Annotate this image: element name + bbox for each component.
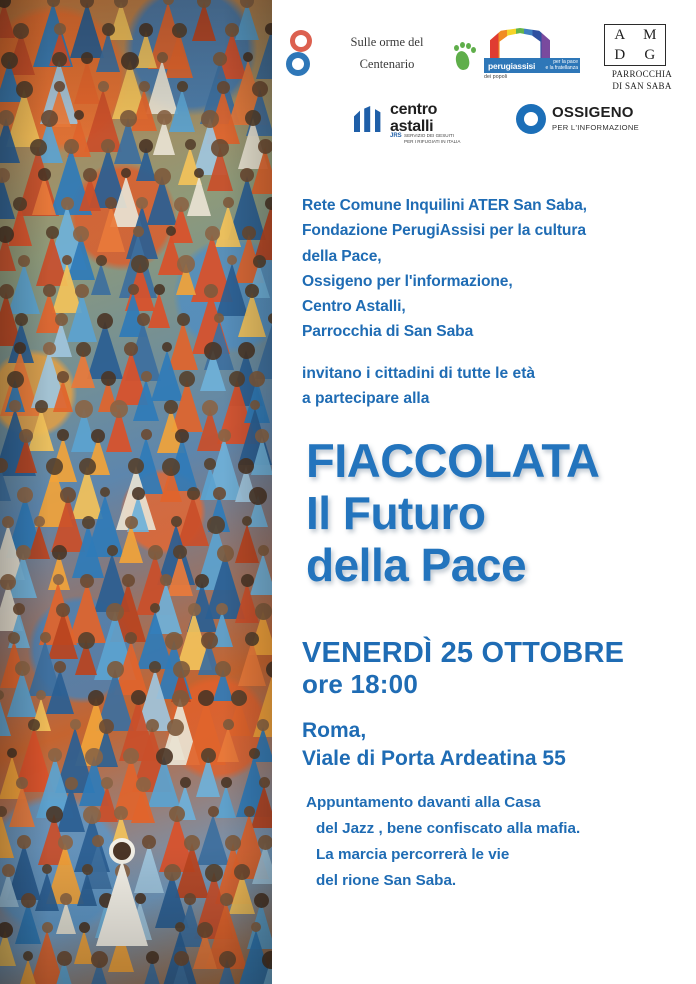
centro-astalli-mark-icon [354,106,384,132]
orme-mark-icon [286,30,320,82]
amdg-letter-m: M [643,26,657,43]
perugiassisi-tagline-line-1: per la pace [553,59,578,65]
invitation-line-1: invitano i cittadini di tutte le età [302,365,536,382]
invitation-text [302,361,686,412]
event-location-city: Roma, [302,719,367,742]
orme-circle-blue-icon [286,52,310,76]
perugiassisi-wordmark: perugiassisi [488,60,536,71]
organizers-list [302,193,686,345]
ossigeno-logo [516,100,676,144]
ossigeno-circle-icon [516,104,546,134]
amdg-letter-g: G [644,46,656,63]
organizer-line-4: Ossigeno per l'informazione, [302,272,513,290]
poster-content [272,0,696,984]
event-time: ore 18:00 [302,669,418,700]
photo-vignette [0,0,272,984]
organizer-line-6: Parrocchia di San Saba [302,323,474,341]
ossigeno-subtitle: PER L'INFORMAZIONE [552,123,640,132]
centro-astalli-word-1: centro [390,101,438,118]
centro-astalli-sub-line-1: SERVIZIO DEI GESUITI [404,133,454,138]
orme-logo-text [328,32,446,76]
centro-astalli-word-2: astalli [390,117,434,135]
amdg-letter-d: D [614,46,626,63]
rainbow-flag-icon [490,28,550,62]
event-note-line-3: La marcia percorrerà le vie [316,846,510,864]
perugiassisi-tagline [545,59,578,72]
footprint-sole-icon [454,50,471,71]
logos-row-bottom [280,96,688,150]
sulle-orme-del-centenario-logo [286,28,446,88]
event-note-line-1: Appuntamento davanti alla Casa [306,794,541,811]
footprint-icon [452,42,478,76]
footprint-toe-2-icon [460,42,465,48]
perugiassisi-subtitle: dei popoli [484,74,508,80]
orme-circle-red-icon [290,30,312,52]
orme-line-1: Sulle orme del [350,35,424,49]
centro-astalli-subtitle [404,133,504,145]
amdg-caption-line-2: DI SAN SABA [612,81,672,92]
event-location [302,717,692,774]
centro-astalli-sub-line-2: PER I RIFUGIATI IN ITALIA [404,138,461,144]
event-date: VENERDÌ 25 OTTOBRE [302,637,625,669]
orme-line-2: Centenario [359,56,415,71]
organizer-line-3: della Pace, [302,247,382,265]
centro-astalli-wordmark [390,102,437,136]
footprint-toe-4-icon [471,47,476,53]
perugiassisi-tagline-line-2: e la fratellanza [545,65,578,72]
organizer-line-1: Rete Comune Inquilini ATER San Saba, [302,197,587,214]
event-note [306,790,696,895]
organizer-line-2: Fondazione PerugiAssisi per la cultura [302,222,586,240]
organizer-line-5: Centro Astalli, [302,298,406,315]
event-title-line-2: Il Futuro [306,487,486,539]
amdg-parrocchia-logo [596,24,688,90]
event-location-address: Viale di Porta Ardeatina 55 [302,747,566,771]
logos-row-top [280,24,688,90]
centro-astalli-logo [354,100,504,144]
amdg-letter-box [604,24,666,66]
centro-astalli-jrs: JRS [390,133,402,139]
perugiassisi-logo [484,28,580,84]
event-title-line-1: FIACCOLATA [306,434,600,487]
amdg-caption [596,68,688,92]
ossigeno-wordmark: OSSIGENO [552,104,634,121]
amdg-caption-line-1: PARROCCHIA [611,69,673,79]
event-note-line-4: del rione San Saba. [316,872,457,890]
footprint-toe-1-icon [454,45,459,51]
invitation-line-2: a partecipare alla [302,390,430,408]
amdg-letter-a: A [614,26,626,43]
event-note-line-2: del Jazz , bene confiscato alla mafia. [316,820,581,838]
event-title-line-3: della Pace [306,539,527,591]
event-datetime [302,637,692,700]
event-title [306,434,696,591]
crowd-photo [0,0,272,984]
